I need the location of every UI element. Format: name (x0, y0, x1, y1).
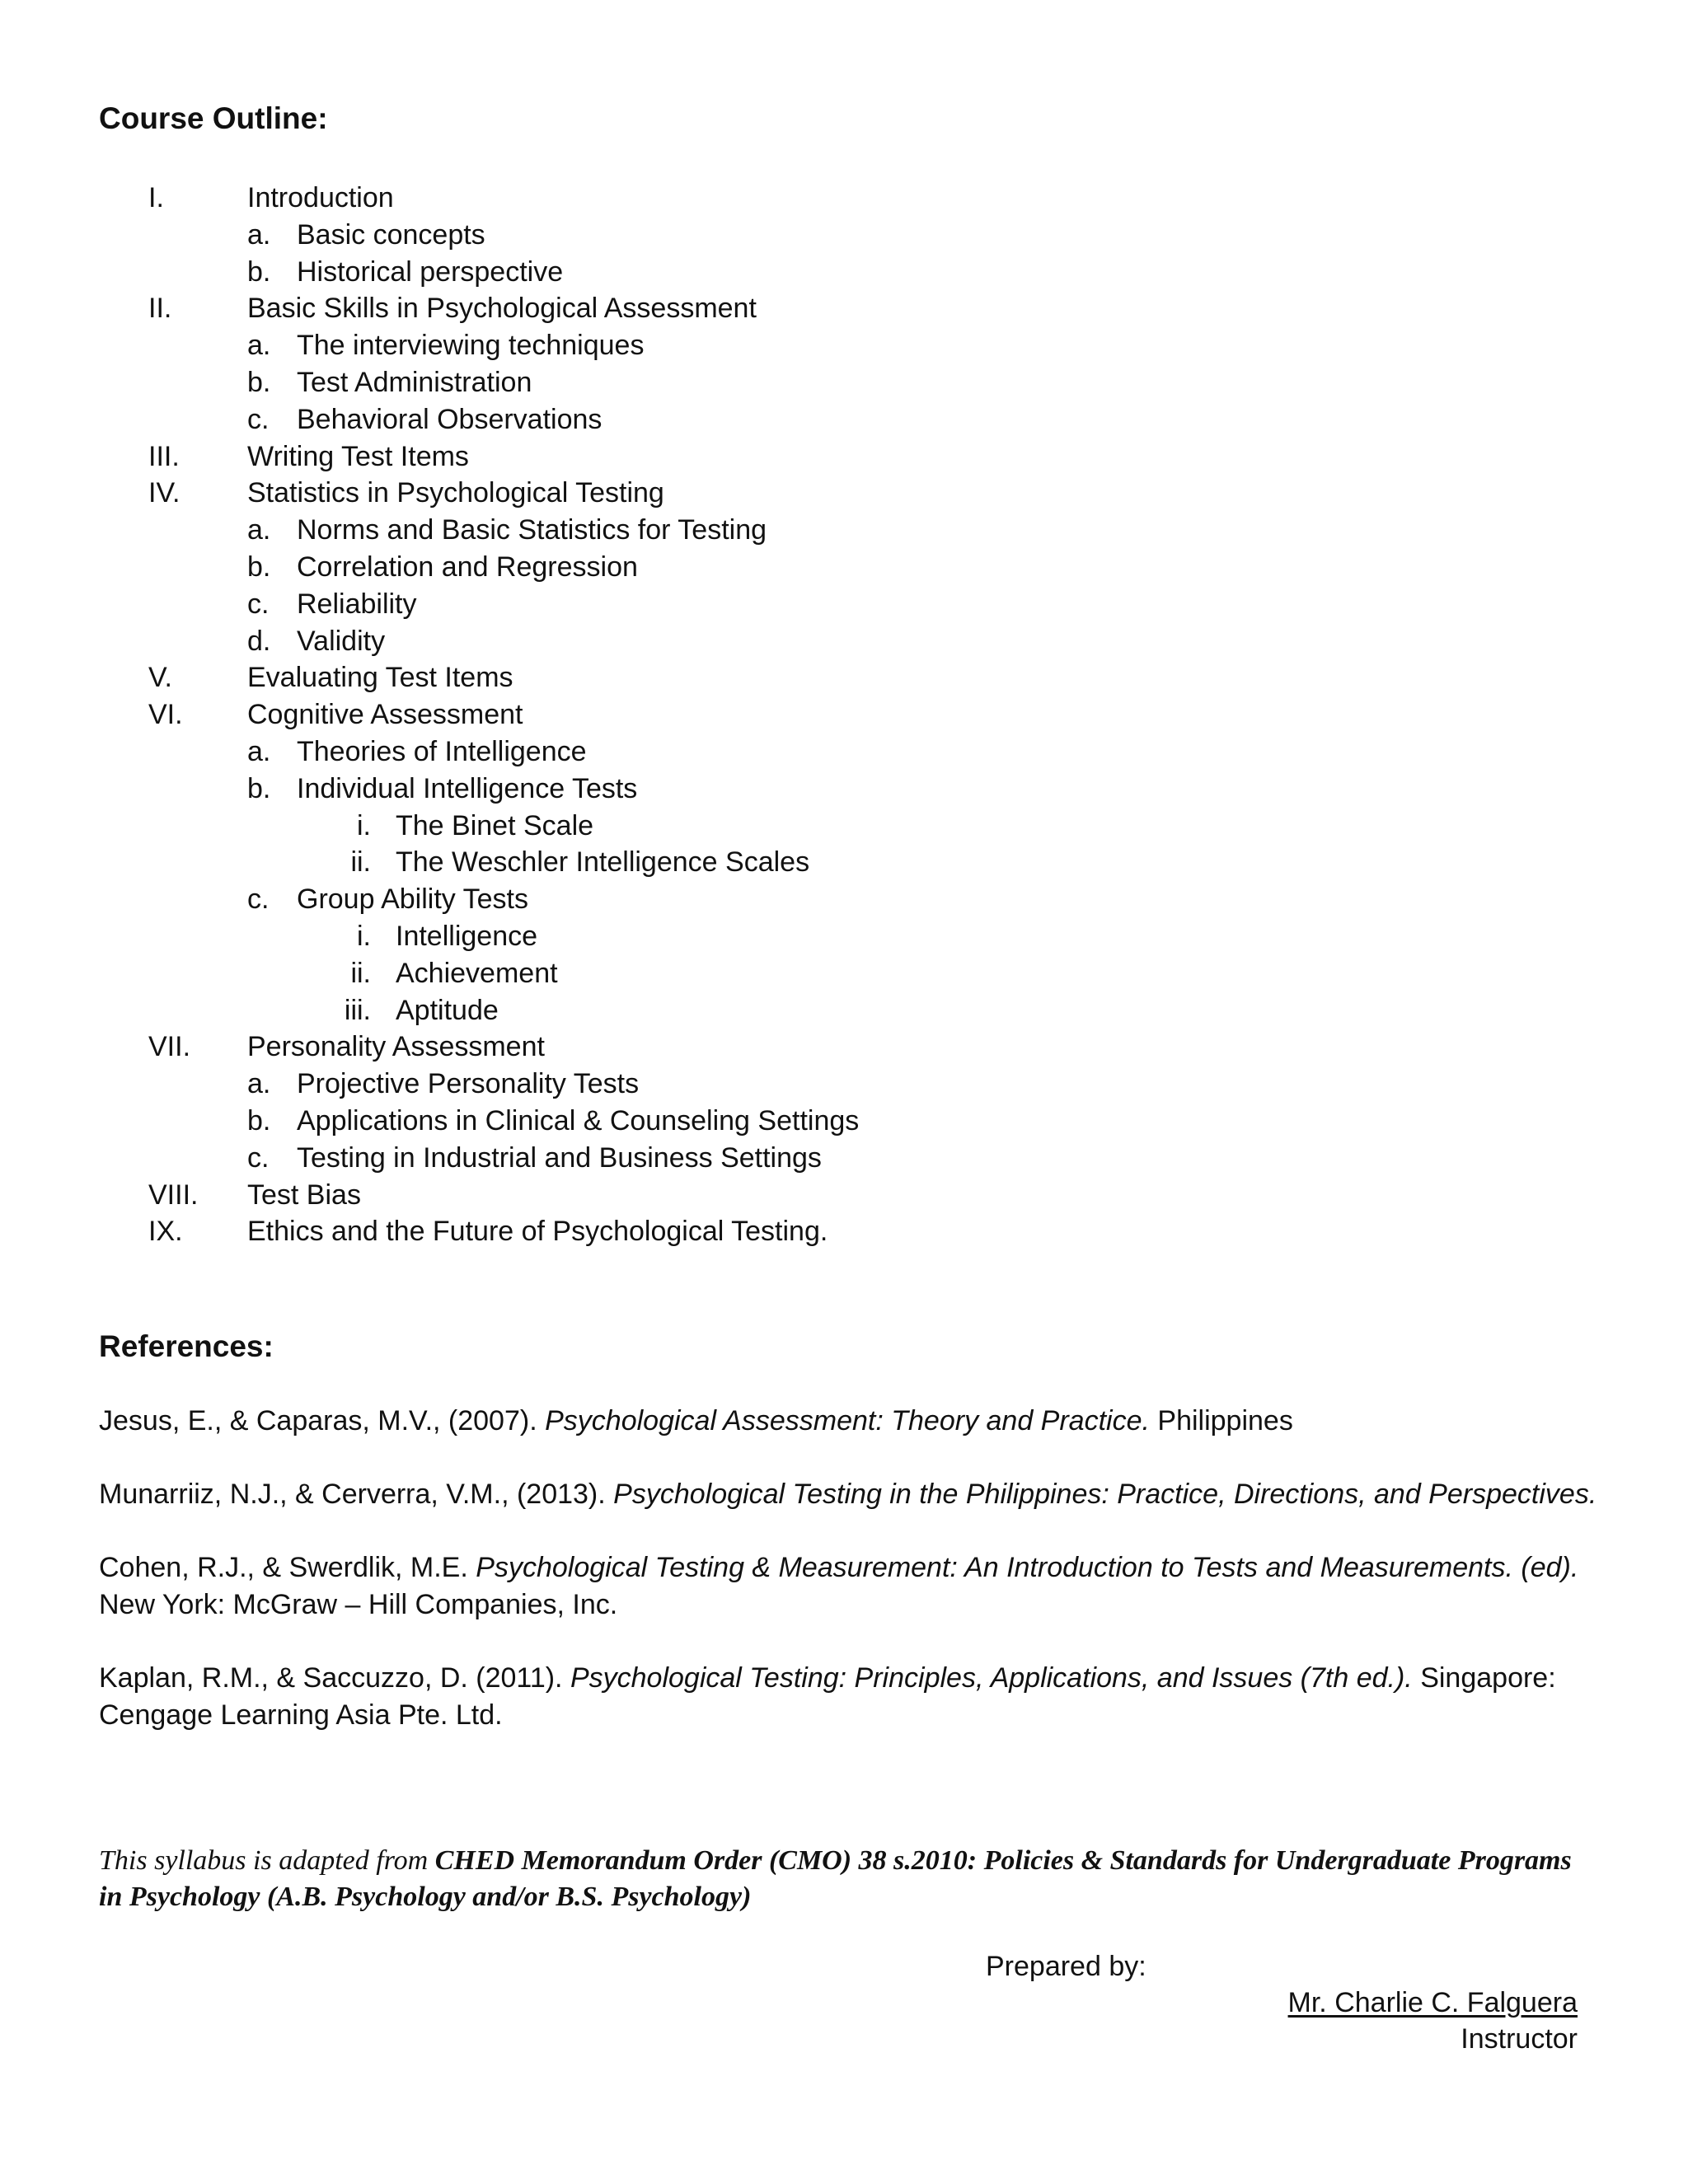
outline-item-level-3 (0, 955, 1688, 992)
outline-item-level-1 (0, 1213, 1688, 1250)
outline-item-number: b. (247, 772, 271, 804)
outline-item-text: Projective Personality Tests (297, 1068, 640, 1100)
outline-item-number: ii. (350, 846, 371, 879)
outline-item-level-2 (0, 327, 1688, 364)
outline-item-level-2 (0, 881, 1688, 918)
outline-item-number: i. (357, 809, 371, 841)
outline-item-number: i. (357, 920, 371, 952)
reference-entry (99, 1476, 1599, 1513)
outline-item-level-1 (0, 475, 1688, 512)
outline-item-level-2 (0, 512, 1688, 549)
outline-item-number: VIII. (148, 1179, 199, 1211)
reference-publisher: Philippines (1149, 1405, 1293, 1436)
outline-item-level-2 (0, 586, 1688, 623)
outline-item-text: The interviewing techniques (297, 330, 645, 362)
outline-item-number: a. (247, 514, 271, 546)
outline-item-level-1 (0, 1029, 1688, 1066)
outline-item-text: Behavioral Observations (297, 403, 603, 435)
references-heading: References: (99, 1329, 274, 1363)
outline-item-text: Intelligence (396, 920, 538, 952)
outline-item-number: VI. (148, 699, 183, 731)
outline-item-text: Validity (297, 625, 386, 657)
outline-item-text: Reliability (297, 588, 417, 620)
prepared-by-label: Prepared by: (986, 1951, 1146, 1982)
outline-item-text: Historical perspective (297, 255, 564, 288)
outline-item-level-2 (0, 771, 1688, 808)
outline-item-number: d. (247, 625, 271, 657)
outline-item-text: The Binet Scale (396, 809, 594, 841)
outline-item-number: VII. (148, 1031, 191, 1063)
outline-item-level-3 (0, 844, 1688, 881)
outline-item-number: a. (247, 330, 271, 362)
outline-item-level-2 (0, 549, 1688, 586)
reference-title: Psychological Testing in the Philippines: Practice, Directions, and Perspectives. (613, 1479, 1597, 1510)
outline-item-level-2 (0, 217, 1688, 254)
outline-item-number: c. (247, 403, 270, 435)
outline-item-number: III. (148, 440, 180, 472)
note-source: CHED Memorandum Order (CMO) 38 s.2010: Policies & Standards for Undergraduate Programs in Psychology (A.B. Psychology and/or B.S. Psychology) (99, 1845, 1572, 1912)
outline-item-text: Writing Test Items (247, 440, 469, 472)
reference-entry (99, 1660, 1599, 1734)
outline-item-number: b. (247, 1104, 271, 1137)
course-outline-heading: Course Outline: (99, 101, 328, 135)
reference-authors: Jesus, E., & Caparas, M.V., (2007). (99, 1405, 546, 1436)
outline-item-text: Personality Assessment (247, 1031, 545, 1063)
outline-item-level-1 (0, 696, 1688, 733)
outline-item-number: ii. (350, 957, 371, 989)
outline-item-level-2 (0, 1066, 1688, 1103)
outline-item-number: a. (247, 735, 271, 767)
outline-item-level-1 (0, 290, 1688, 327)
outline-item-text: Group Ability Tests (297, 883, 528, 916)
outline-item-text: Ethics and the Future of Psychological Testing. (247, 1216, 828, 1248)
course-outline-list (0, 180, 1688, 1250)
instructor-name: Mr. Charlie C. Falguera (1287, 1987, 1578, 2018)
reference-title: Psychological Testing: Principles, Applications, and Issues (7th ed.). (570, 1662, 1413, 1694)
outline-item-text: Evaluating Test Items (247, 662, 513, 694)
outline-item-number: b. (247, 366, 271, 398)
reference-entry (99, 1549, 1599, 1624)
outline-item-level-1 (0, 1177, 1688, 1214)
outline-item-text: Statistics in Psychological Testing (247, 477, 664, 509)
instructor-title: Instructor (1461, 2023, 1578, 2055)
outline-item-text: Applications in Clinical & Counseling Settings (297, 1104, 860, 1137)
reference-entry (99, 1403, 1599, 1440)
outline-item-text: Test Bias (247, 1179, 361, 1211)
outline-item-number: IV. (148, 477, 181, 509)
outline-item-level-3 (0, 992, 1688, 1029)
reference-authors: Kaplan, R.M., & Saccuzzo, D. (2011). (99, 1662, 570, 1694)
reference-title: Psychological Testing & Measurement: An Introduction to Tests and Measurements. (ed). (476, 1552, 1579, 1583)
outline-item-text: Introduction (247, 182, 394, 213)
outline-item-number: a. (247, 1068, 271, 1100)
outline-item-level-2 (0, 254, 1688, 291)
outline-item-text: Theories of Intelligence (297, 735, 587, 767)
outline-item-level-1 (0, 438, 1688, 476)
reference-authors: Munarriiz, N.J., & Cerverra, V.M., (2013). (99, 1479, 614, 1510)
outline-item-number: c. (247, 883, 270, 916)
outline-item-number: c. (247, 588, 270, 620)
outline-item-level-2 (0, 1140, 1688, 1177)
outline-item-text: Testing in Industrial and Business Settings (297, 1141, 822, 1174)
outline-item-text: Correlation and Regression (297, 551, 638, 583)
outline-item-number: iii. (344, 994, 371, 1026)
outline-item-number: a. (247, 218, 271, 251)
outline-item-text: Aptitude (396, 994, 499, 1026)
outline-item-number: V. (148, 662, 173, 694)
outline-item-text: Achievement (396, 957, 558, 989)
outline-item-text: The Weschler Intelligence Scales (396, 846, 810, 879)
outline-item-level-1 (0, 180, 1688, 217)
outline-item-level-1 (0, 659, 1688, 696)
outline-item-number: II. (148, 293, 172, 325)
reference-authors: Cohen, R.J., & Swerdlik, M.E. (99, 1552, 476, 1583)
outline-item-text: Cognitive Assessment (247, 699, 523, 731)
outline-item-number: c. (247, 1141, 270, 1174)
outline-item-number: I. (148, 182, 164, 213)
outline-item-number: b. (247, 551, 271, 583)
outline-item-level-2 (0, 1103, 1688, 1140)
outline-item-level-2 (0, 401, 1688, 438)
reference-title: Psychological Assessment: Theory and Practice. (545, 1405, 1150, 1436)
outline-item-level-2 (0, 733, 1688, 771)
outline-item-number: b. (247, 255, 271, 288)
outline-item-text: Individual Intelligence Tests (297, 772, 638, 804)
reference-publisher: Singapore: Cengage Learning Asia Pte. Ltd. (99, 1662, 1556, 1731)
outline-item-level-2 (0, 364, 1688, 401)
outline-item-level-2 (0, 623, 1688, 660)
syllabus-source-note (99, 1843, 1599, 1915)
reference-publisher: New York: McGraw – Hill Companies, Inc. (99, 1588, 618, 1620)
note-prefix: This syllabus is adapted from (99, 1845, 435, 1876)
outline-item-level-3 (0, 808, 1688, 845)
outline-item-text: Basic concepts (297, 218, 485, 251)
outline-item-text: Basic Skills in Psychological Assessment (247, 293, 757, 325)
outline-item-number: IX. (148, 1216, 183, 1248)
outline-item-text: Test Administration (297, 366, 532, 398)
outline-item-text: Norms and Basic Statistics for Testing (297, 514, 767, 546)
outline-item-level-3 (0, 918, 1688, 955)
